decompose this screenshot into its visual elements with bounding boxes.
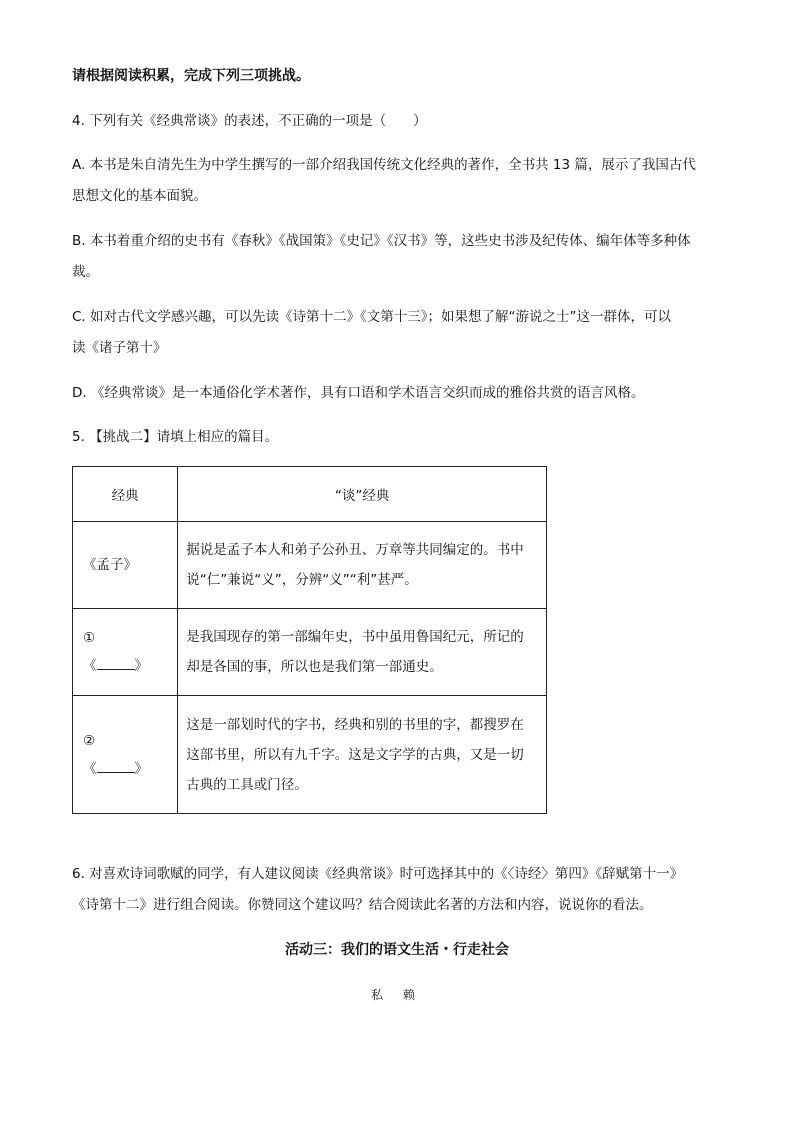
description-cell [178, 522, 547, 609]
header-talk: “谈”经典 [178, 467, 547, 522]
description-line: 古典的工具或门径。 [186, 776, 308, 793]
option-b-line2: 裁。 [72, 264, 99, 280]
option-b-line1: B. 本书着重介绍的史书有《春秋》《战国策》《史记》《汉书》等，这些史书涉及纪传体、编年体等多种体 [72, 233, 691, 249]
question-5-stem: 5. 【挑战二】请填上相应的篇目。 [72, 429, 279, 445]
question-4-stem: 4. 下列有关《经典常谈》的表述，不正确的一项是（ ） [72, 113, 427, 129]
table-header-row [73, 467, 547, 522]
question-6-line2: 《诗第十二》进行组合阅读。你赞同这个建议吗？结合阅读此名著的方法和内容，说说你的看法。 [72, 897, 653, 913]
table-row [73, 522, 547, 609]
seal-mark: 私 赖 [371, 988, 423, 1002]
open-bracket: 《 [83, 658, 97, 674]
activity-3-heading: 活动三：我们的语文生活・行走社会 [285, 942, 509, 958]
classic-cell [73, 609, 178, 696]
blank-number: ① [83, 630, 96, 646]
open-bracket: 《 [83, 760, 97, 777]
blank-line[interactable] [97, 758, 135, 773]
classic-cell [73, 696, 178, 814]
description-line: 却是各国的事，所以也是我们第一部通史。 [186, 659, 443, 675]
description-cell [178, 609, 547, 696]
header-classic: 经典 [73, 467, 178, 522]
option-a-line1: A. 本书是朱自清先生为中学生撰写的一部介绍我国传统文化经典的著作，全书共 13 篇，展示了我国古代 [72, 157, 696, 173]
classic-cell [73, 522, 178, 609]
description-line: 这部书里，所以有九千字。这是文字学的古典，又是一切 [186, 746, 524, 763]
answer-blank-1[interactable] [83, 652, 177, 680]
section-intro: 请根据阅读积累，完成下列三项挑战。 [72, 68, 310, 84]
table-row [73, 609, 547, 696]
blank-number: ② [83, 732, 96, 749]
description-line: 据说是孟子本人和弟子公孙丑、万章等共同编定的。书中 [186, 542, 524, 558]
option-c-line2: 读《诸子第十》 [72, 340, 167, 356]
blank-line[interactable] [97, 655, 135, 670]
description-cell [178, 696, 547, 814]
table-row [73, 696, 547, 814]
option-d-line1: D. 《经典常谈》是一本通俗化学术著作，具有口语和学术语言交织而成的雅俗共赏的语言风格。 [72, 385, 645, 401]
description-line: 说“仁”兼说“义”，分辨“义”“利”甚严。 [186, 572, 418, 588]
classic-title: 《孟子》 [83, 557, 137, 573]
option-c-line1: C. 如对古代文学感兴趣，可以先读《诗第十二》《文第十三》；如果想了解“游说之士”这一群体，可以 [72, 309, 671, 325]
close-bracket: 》 [134, 658, 148, 674]
question-6-line1: 6. 对喜欢诗词歌赋的同学，有人建议阅读《经典常谈》时可选择其中的《〈诗经〉第四》《辞赋第十一》 [72, 866, 684, 882]
option-a-line2: 思想文化的基本面貌。 [72, 188, 207, 204]
close-bracket: 》 [134, 760, 148, 777]
classics-table [72, 466, 547, 814]
answer-blank-2[interactable] [83, 755, 177, 783]
description-line: 是我国现存的第一部编年史，书中虽用鲁国纪元，所记的 [186, 629, 524, 645]
description-line: 这是一部划时代的字书，经典和别的书里的字，都搜罗在 [186, 716, 524, 733]
